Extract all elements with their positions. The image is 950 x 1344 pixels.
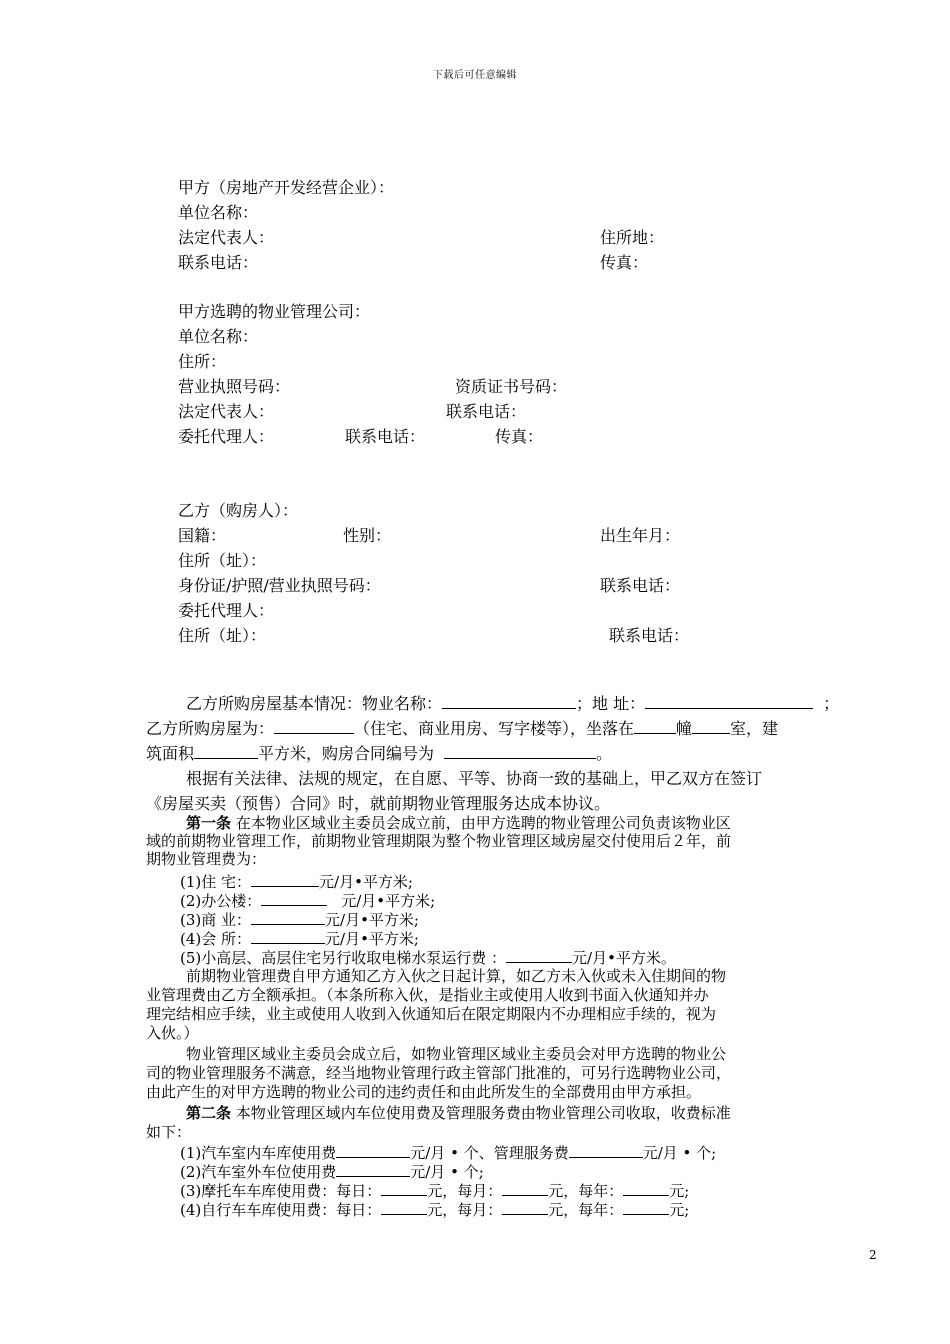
property-co-cert: 资质证书号码：	[455, 377, 568, 396]
car-outdoor-unit: 元/月 • 个;	[410, 1163, 484, 1181]
basis-line-2: 《房屋买卖（预售）合同》时，就前期物业管理服务达成本协议。	[146, 794, 611, 813]
property-co-license: 营业执照号码：	[178, 377, 291, 396]
fee-club-label: (4)会 所：	[180, 930, 252, 948]
property-co-agent: 委托代理人：	[178, 427, 275, 446]
motorcycle-garage	[180, 1181, 689, 1200]
fee-note-line-3: 理完结相应手续，业主或使用人收到入伙通知后在限定期限内不办理相应手续的，视为	[146, 1005, 717, 1023]
area-label: 筑面积	[146, 744, 195, 763]
motorcycle-monthly-blank[interactable]	[502, 1181, 548, 1196]
house-location-label: （住宅、商业用房、写字楼等），坐落在	[354, 719, 635, 738]
bicycle-monthly-label: 元，每月：	[427, 1201, 503, 1219]
property-co-heading: 甲方选聘的物业管理公司：	[178, 302, 371, 321]
motorcycle-yearly-blank[interactable]	[623, 1181, 669, 1196]
party-b-heading: 乙方（购房人）：	[178, 501, 299, 520]
article-1-line-1	[186, 815, 731, 832]
article-2-title: 第二条	[186, 1104, 232, 1122]
motorcycle-daily-label: (3)摩托车车库使用费：每日：	[180, 1182, 382, 1200]
party-b-birth: 出生年月：	[600, 526, 681, 545]
house-line-2	[146, 719, 778, 739]
article-1-line-2: 域的前期物业管理工作，前期物业管理期限为整个物业管理区域房屋交付使用后２年，前	[146, 832, 732, 850]
property-co-unit-name: 单位名称：	[178, 327, 259, 346]
bicycle-monthly-blank[interactable]	[502, 1200, 548, 1215]
motorcycle-yearly-label: 元，每年：	[548, 1182, 624, 1200]
address-label: ；地 址：	[576, 694, 646, 713]
property-co-address: 住所：	[178, 352, 227, 371]
fee-club	[180, 929, 419, 948]
fee-residential-unit: 元/月•平方米;	[319, 873, 413, 891]
bicycle-yearly-label: 元，每年：	[548, 1201, 624, 1219]
party-a-fax: 传真：	[600, 253, 649, 272]
bicycle-yearly-blank[interactable]	[623, 1200, 669, 1215]
car-indoor	[180, 1143, 716, 1162]
party-b-agent: 委托代理人：	[178, 601, 275, 620]
committee-line-3: 由此产生的对甲方选聘的物业公司的违约责任和由此所发生的全部费用由甲方承担。	[146, 1083, 702, 1101]
page-number: 2	[869, 1248, 877, 1262]
fee-club-unit: 元/月•平方米;	[325, 930, 419, 948]
article-1-text: 在本物业区域业主委员会成立前，由甲方选聘的物业管理公司负责该物业区	[235, 814, 731, 832]
party-a-phone: 联系电话：	[178, 253, 259, 272]
fee-elevator-label: (5)小高层、高层住宅另行收取电梯水泵运行费 ：	[180, 949, 507, 967]
party-b-agent-address: 住所（址）：	[178, 626, 267, 645]
page-header: 下载后可任意编辑	[433, 70, 517, 81]
area-blank[interactable]	[194, 744, 258, 759]
fee-elevator-blank[interactable]	[506, 948, 572, 963]
fee-office-unit: 元/月•平方米;	[341, 892, 436, 910]
property-co-agent-phone: 联系电话：	[345, 427, 426, 446]
room-blank[interactable]	[692, 719, 730, 734]
car-outdoor-label: (2)汽车室外车位使用费	[180, 1163, 337, 1181]
fee-note-line-1: 前期物业管理费自甲方通知乙方入伙之日起计算，如乙方未入伙或未入住期间的物	[186, 967, 727, 985]
bicycle-unit: 元;	[669, 1201, 690, 1219]
article-2-text: 本物业管理区域内车位使用费及管理服务费由物业管理公司收取，收费标准	[235, 1104, 731, 1122]
motorcycle-daily-blank[interactable]	[381, 1181, 427, 1196]
motorcycle-monthly-label: 元，每月：	[427, 1182, 503, 1200]
house-line-1-label: 乙方所购房屋基本情况：物业名称：	[186, 694, 443, 713]
car-indoor-service-label: 元/月 • 个、管理服务费	[410, 1144, 569, 1162]
car-outdoor	[180, 1162, 484, 1181]
fee-club-blank[interactable]	[251, 929, 325, 944]
property-co-phone: 联系电话：	[446, 402, 527, 421]
fee-residential	[180, 872, 413, 891]
motorcycle-unit: 元;	[669, 1182, 690, 1200]
property-co-fax: 传真：	[495, 427, 544, 446]
party-b-gender: 性别：	[343, 526, 392, 545]
committee-line-1: 物业管理区域业主委员会成立后，如物业管理区域业主委员会对甲方选聘的物业公	[186, 1045, 727, 1063]
building-blank[interactable]	[634, 719, 676, 734]
fee-residential-blank[interactable]	[251, 872, 319, 887]
article-2-line-2: 如下：	[146, 1123, 192, 1141]
house-line-1	[186, 694, 839, 714]
party-b-nationality: 国籍：	[178, 526, 227, 545]
party-b-phone: 联系电话：	[600, 576, 681, 595]
house-line-3	[146, 744, 612, 764]
car-outdoor-fee-blank[interactable]	[336, 1162, 410, 1177]
house-line-3-end: 。	[596, 744, 613, 763]
fee-note-line-4: 入伙。）	[146, 1024, 199, 1042]
car-indoor-fee-blank[interactable]	[336, 1143, 410, 1158]
fee-residential-label: (1)住 宅：	[180, 873, 252, 891]
property-name-blank[interactable]	[442, 694, 576, 709]
fee-elevator-unit: 元/月•平方米。	[572, 949, 676, 967]
party-a-address: 住所地：	[600, 228, 665, 247]
article-2-line-1	[186, 1105, 731, 1122]
basis-line-1: 根据有关法律、法规的规定，在自愿、平等、协商一致的基础上，甲乙双方在签订	[186, 769, 763, 788]
house-line-1-end: ；	[823, 694, 840, 713]
house-type-label: 乙方所购房屋为：	[146, 719, 275, 738]
contract-no-blank[interactable]	[444, 744, 596, 759]
car-indoor-service-blank[interactable]	[569, 1143, 643, 1158]
fee-office-label: (2)办公楼：	[180, 892, 262, 910]
property-co-legal-rep: 法定代表人：	[178, 402, 275, 421]
party-b-address: 住所（址）：	[178, 551, 267, 570]
party-a-heading: 甲方（房地产开发经营企业）：	[178, 178, 395, 197]
fee-elevator	[180, 948, 676, 967]
article-1-title: 第一条	[186, 814, 232, 832]
bicycle-daily-blank[interactable]	[381, 1200, 427, 1215]
fee-commercial-unit: 元/月•平方米;	[325, 911, 419, 929]
house-type-blank[interactable]	[274, 719, 354, 734]
car-indoor-unit: 元/月 • 个;	[642, 1144, 717, 1162]
party-b-agent-phone: 联系电话：	[609, 626, 690, 645]
article-1-line-3: 期物业管理费为：	[146, 850, 267, 868]
fee-note-line-2: 业管理费由乙方全额承担。（本条所称入伙，是指业主或使用人收到书面入伙通知并办	[146, 986, 709, 1004]
room-label: 室，建	[730, 719, 779, 738]
car-indoor-label: (1)汽车室内车库使用费	[180, 1144, 337, 1162]
committee-line-2: 司的物业管理服务不满意，经当地物业管理行政主管部门批准的，可另行选聘物业公司，	[146, 1064, 732, 1082]
address-blank[interactable]	[645, 694, 813, 709]
contract-label: 平方米，购房合同编号为	[258, 744, 435, 763]
party-a-unit-name: 单位名称：	[178, 203, 259, 222]
bicycle-garage	[180, 1200, 689, 1219]
fee-office-blank[interactable]	[261, 891, 327, 906]
party-b-id: 身份证/护照/营业执照号码：	[178, 576, 381, 595]
bicycle-daily-label: (4)自行车车库使用费：每日：	[180, 1201, 382, 1219]
building-label: 幢	[676, 719, 693, 738]
party-a-legal-rep: 法定代表人：	[178, 228, 275, 247]
fee-office	[180, 891, 435, 910]
fee-commercial-blank[interactable]	[251, 910, 325, 925]
fee-commercial	[180, 910, 419, 929]
fee-commercial-label: (3)商 业：	[180, 911, 252, 929]
